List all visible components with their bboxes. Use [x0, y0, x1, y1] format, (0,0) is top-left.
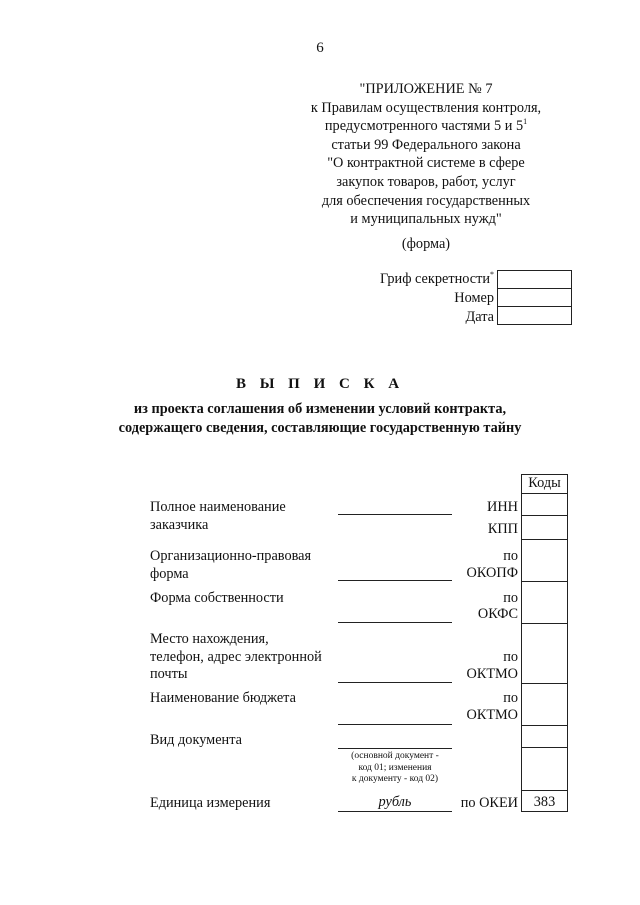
appendix-line-3-sup: 1 [523, 117, 528, 127]
secrecy-footnote-mark: * [490, 270, 494, 279]
okei-code: 383 [533, 794, 556, 810]
codes-left-border [521, 474, 522, 812]
ownership-label: Форма собственности [150, 590, 284, 606]
inn-label: ИНН [487, 499, 518, 515]
oktmo-label: ОКТМО [466, 666, 518, 682]
oktmo-label: ОКТМО [466, 707, 518, 723]
codes-divider [521, 623, 568, 624]
number-field[interactable] [497, 288, 572, 307]
number-label: Номер [454, 290, 494, 306]
unit-field-line [338, 811, 452, 812]
appendix-line-6: закупок товаров, работ, услуг [336, 173, 516, 190]
codes-divider [521, 493, 568, 494]
unit-value: рубль [378, 794, 412, 810]
subtitle-line-1: из проекта соглашения об изменении условий контракта, [133, 401, 507, 417]
customer-name-field[interactable] [338, 514, 452, 515]
secrecy-label-text: Гриф секретности [380, 271, 490, 287]
codes-right-border [567, 474, 568, 812]
codes-divider [521, 790, 568, 791]
legal-form-label [150, 548, 311, 583]
appendix-line-3 [296, 117, 556, 136]
date-field[interactable] [497, 306, 572, 325]
appendix-line-5: "О контрактной системе в сфере [327, 155, 525, 172]
legal-form-label-line-1: Организационно-правовая [150, 548, 312, 564]
po-label: по [503, 690, 518, 706]
codes-bottom-border [521, 811, 568, 812]
doc-type-note [338, 751, 452, 786]
page-number: 6 [316, 40, 324, 56]
budget-field[interactable] [338, 724, 452, 725]
appendix-line-4: статьи 99 Федерального закона [331, 136, 521, 153]
po-okei-label: по ОКЕИ [460, 795, 518, 811]
customer-label-line-1: Полное наименование [150, 499, 286, 515]
customer-label-line-2: заказчика [150, 516, 209, 533]
legal-form-label-line-2: форма [150, 565, 189, 582]
secrecy-label [380, 271, 494, 288]
codes-divider [521, 581, 568, 582]
codes-divider [521, 747, 568, 748]
customer-label [150, 499, 286, 534]
date-label: Дата [465, 309, 494, 325]
po-label: по [503, 649, 518, 665]
appendix-line-7: для обеспечения государственных [321, 192, 531, 209]
document-subtitle [0, 400, 640, 437]
location-label [150, 631, 322, 684]
appendix-header [296, 80, 556, 229]
doc-type-field[interactable] [338, 748, 452, 749]
location-label-line-2: телефон, адрес электронной [150, 648, 322, 665]
appendix-line-3-text: предусмотренного частями 5 и 5 [324, 118, 524, 135]
subtitle-line-2: содержащего сведения, составляющие государственную тайну [118, 419, 522, 436]
codes-header: Коды [528, 475, 561, 491]
po-label: по [503, 548, 518, 564]
doc-type-note-line-3: к документу - код 02) [351, 774, 439, 784]
doc-type-label: Вид документа [150, 732, 242, 748]
appendix-line-1: "ПРИЛОЖЕНИЕ № 7 [359, 81, 493, 97]
location-label-line-3: почты [150, 666, 188, 682]
kpp-label: КПП [487, 521, 518, 537]
ownership-field[interactable] [338, 622, 452, 623]
codes-divider [521, 683, 568, 684]
doc-type-note-line-1: (основной документ - [351, 751, 439, 761]
okopf-label: ОКОПФ [466, 565, 518, 581]
document-title: В Ы П И С К А [235, 376, 405, 392]
okfs-label: ОКФС [477, 606, 518, 622]
doc-type-note-line-2: код 01; изменения [358, 762, 432, 773]
budget-label: Наименование бюджета [150, 690, 296, 706]
unit-label: Единица измерения [150, 795, 271, 811]
location-label-line-1: Место нахождения, [150, 631, 269, 647]
form-label: (форма) [401, 236, 451, 252]
legal-form-field[interactable] [338, 580, 452, 581]
po-label: по [503, 590, 518, 606]
codes-divider [521, 539, 568, 540]
codes-divider [521, 725, 568, 726]
appendix-line-2: к Правилам осуществления контроля, [310, 99, 542, 116]
codes-divider [521, 515, 568, 516]
location-field[interactable] [338, 682, 452, 683]
appendix-line-8: и муниципальных нужд" [350, 211, 502, 228]
secrecy-field[interactable] [497, 270, 572, 289]
